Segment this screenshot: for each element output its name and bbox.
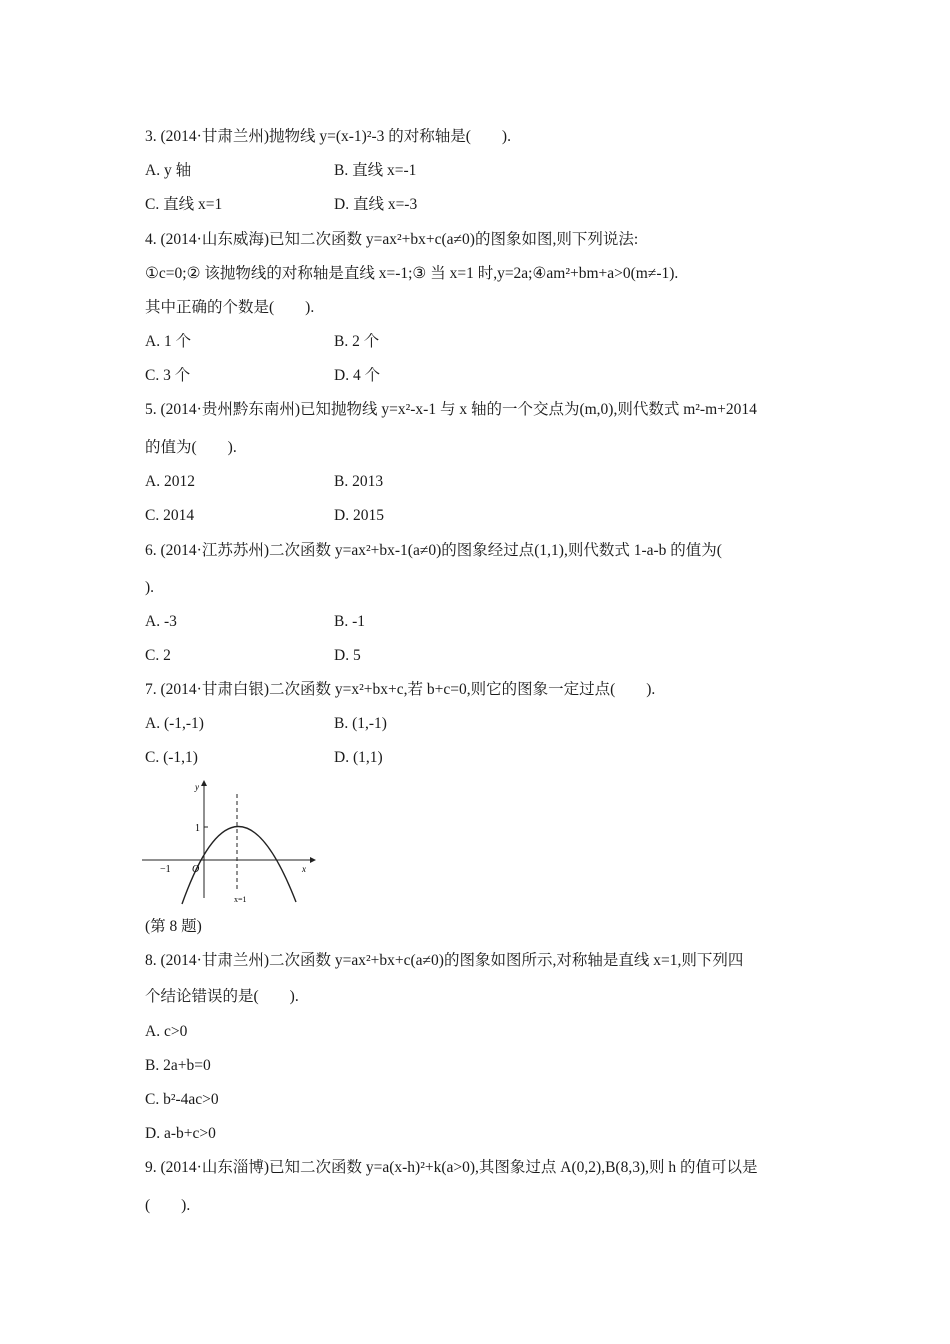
- q6-option-b: B. -1: [334, 613, 365, 630]
- q4-option-b: B. 2 个: [334, 333, 380, 350]
- q8-stem-line2: 个结论错误的是( ).: [145, 988, 299, 1005]
- q3-option-a: A. y 轴: [145, 162, 192, 179]
- q6-stem-line2: ).: [145, 579, 155, 596]
- symmetry-axis-label: x=1: [234, 895, 247, 904]
- q6-option-d: D. 5: [334, 647, 361, 664]
- q5-stem-line2: 的值为( ).: [145, 439, 237, 456]
- q6-stem-line1: 6. (2014·江苏苏州)二次函数 y=ax²+bx-1(a≠0)的图象经过点(1,1),则代数式 1-a-b 的值为(: [145, 542, 722, 559]
- figure-caption: (第 8 题): [145, 918, 202, 935]
- x-axis-arrow: [310, 857, 316, 863]
- q4-statements: ①c=0;② 该抛物线的对称轴是直线 x=-1;③ 当 x=1 时,y=2a;④am²+bm+a>0(m≠-1).: [145, 265, 679, 282]
- q4-question: 其中正确的个数是( ).: [145, 299, 315, 316]
- q6-option-c: C. 2: [145, 647, 171, 664]
- q7-option-c: C. (-1,1): [145, 749, 198, 766]
- q8-option-c: C. b²-4ac>0: [145, 1091, 219, 1108]
- q4-option-c: C. 3 个: [145, 367, 191, 384]
- tick-y-1-label: 1: [195, 823, 200, 834]
- q7-option-d: D. (1,1): [334, 749, 383, 766]
- q5-option-c: C. 2014: [145, 507, 195, 524]
- q4-stem: 4. (2014·山东威海)已知二次函数 y=ax²+bx+c(a≠0)的图象如图,则下列说法:: [145, 231, 639, 248]
- q8-option-d: D. a-b+c>0: [145, 1125, 216, 1142]
- q8-option-a: A. c>0: [145, 1023, 188, 1040]
- q3-option-b: B. 直线 x=-1: [334, 162, 417, 179]
- q5-option-d: D. 2015: [334, 507, 384, 524]
- x-axis-label: x: [302, 864, 306, 874]
- q7-option-b: B. (1,-1): [334, 715, 387, 732]
- q5-stem-line1: 5. (2014·贵州黔东南州)已知抛物线 y=x²-x-1 与 x 轴的一个交点为(m,0),则代数式 m²-m+2014: [145, 401, 757, 418]
- q3-stem: 3. (2014·甘肃兰州)抛物线 y=(x-1)²-3 的对称轴是( ).: [145, 128, 511, 145]
- q9-stem-line1: 9. (2014·山东淄博)已知二次函数 y=a(x-h)²+k(a>0),其图象过点 A(0,2),B(8,3),则 h 的值可以是: [145, 1159, 758, 1176]
- y-axis-arrow: [201, 780, 207, 786]
- q5-option-b: B. 2013: [334, 473, 384, 490]
- tick-x-neg1-label: −1: [160, 864, 171, 875]
- q7-option-a: A. (-1,-1): [145, 715, 204, 732]
- q7-stem: 7. (2014·甘肃白银)二次函数 y=x²+bx+c,若 b+c=0,则它的图象一定过点( ).: [145, 681, 656, 698]
- q5-option-a: A. 2012: [145, 473, 195, 490]
- q9-stem-line2: ( ).: [145, 1197, 191, 1214]
- y-axis-label: y: [195, 782, 199, 792]
- q3-option-c: C. 直线 x=1: [145, 196, 223, 213]
- parabola-figure: [140, 778, 320, 906]
- q8-option-b: B. 2a+b=0: [145, 1057, 211, 1074]
- q8-stem-line1: 8. (2014·甘肃兰州)二次函数 y=ax²+bx+c(a≠0)的图象如图所示,对称轴是直线 x=1,则下列四: [145, 952, 744, 969]
- q3-option-d: D. 直线 x=-3: [334, 196, 418, 213]
- origin-label: O: [192, 864, 200, 875]
- q4-option-a: A. 1 个: [145, 333, 192, 350]
- q6-option-a: A. -3: [145, 613, 177, 630]
- q4-option-d: D. 4 个: [334, 367, 381, 384]
